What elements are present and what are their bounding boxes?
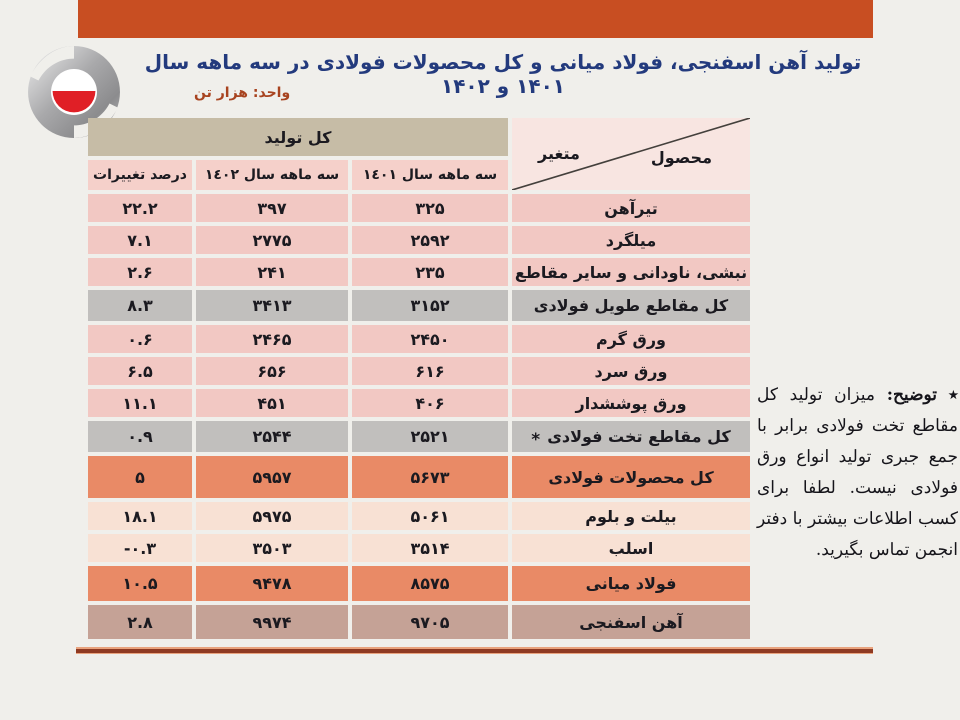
product-name: نبشی، ناودانی و سایر مقاطع xyxy=(514,262,748,282)
value-1401-cell: ۶۱۶ xyxy=(352,357,508,385)
product-cell xyxy=(512,258,750,286)
product-cell xyxy=(512,357,750,385)
table-row xyxy=(88,605,750,639)
product-name: کل مقاطع تخت فولادی xyxy=(547,427,731,446)
column-header-1402: سه ماهه سال ١٤٠٢ xyxy=(196,160,348,190)
product-cell xyxy=(512,290,750,321)
product-cell xyxy=(512,194,750,222)
value-1401-cell: ۴۰۶ xyxy=(352,389,508,417)
table-row xyxy=(88,534,750,562)
product-name: میلگرد xyxy=(605,230,657,250)
value-1402-cell: ۲۴۱ xyxy=(196,258,348,286)
top-accent-bar xyxy=(78,0,873,38)
value-1401-cell: ۵۶۷۳ xyxy=(352,456,508,498)
product-name: ورق گرم xyxy=(595,329,666,349)
table-row xyxy=(88,290,750,321)
footnote-text: میزان تولید کل مقاطع تخت فولادی برابر با جمع جبری تولید انواع ورق فولادی نیست. لطفا برای کسب اطلاعات بیشتر با دفتر انجمن تماس بگیرید. xyxy=(757,385,958,560)
product-name: ورق سرد xyxy=(594,361,668,381)
value-1401-cell: ۲۴۵۰ xyxy=(352,325,508,353)
column-header-1401: سه ماهه سال ١٤٠١ xyxy=(352,160,508,190)
product-name: اسلب xyxy=(608,538,654,558)
table-body xyxy=(88,194,750,639)
value-1401-cell: ۲۵۲۱ xyxy=(352,421,508,452)
table-row xyxy=(88,226,750,254)
bottom-divider xyxy=(76,647,873,654)
table-row xyxy=(88,325,750,353)
product-cell xyxy=(512,325,750,353)
value-1401-cell: ۲۵۹۲ xyxy=(352,226,508,254)
value-1402-cell: ۵۹۵۷ xyxy=(196,456,348,498)
value-1402-cell: ۹۴۷۸ xyxy=(196,566,348,601)
slide-title: تولید آهن اسفنجی، فولاد میانی و کل محصولات فولادی در سه ماهه سال ۱۴۰۱ و ۱۴۰۲ xyxy=(144,50,862,98)
product-cell xyxy=(512,456,750,498)
group-header-total-production: کل تولید xyxy=(88,118,508,156)
table-row xyxy=(88,194,750,222)
table-row xyxy=(88,421,750,452)
table-row xyxy=(88,258,750,286)
percent-change-cell: ۷.۱ xyxy=(88,226,192,254)
value-1401-cell: ۹۷۰۵ xyxy=(352,605,508,639)
product-cell xyxy=(512,566,750,601)
product-cell xyxy=(512,605,750,639)
product-name: آهن اسفنجی xyxy=(579,612,683,632)
value-1401-cell: ۵۰۶۱ xyxy=(352,502,508,530)
divider-shadow xyxy=(76,653,873,654)
percent-change-cell: ۱۸.۱ xyxy=(88,502,192,530)
value-1402-cell: ۲۵۴۴ xyxy=(196,421,348,452)
header-row-1 xyxy=(88,118,750,156)
product-name: ورق پوششدار xyxy=(575,393,687,413)
product-name: فولاد میانی xyxy=(585,574,677,593)
percent-change-cell: ۸.۳ xyxy=(88,290,192,321)
corner-label-variable: متغیر xyxy=(538,144,580,163)
value-1402-cell: ۲۴۶۵ xyxy=(196,325,348,353)
percent-change-cell: ۵ xyxy=(88,456,192,498)
value-1402-cell: ۴۵۱ xyxy=(196,389,348,417)
product-name: تیرآهن xyxy=(604,198,658,218)
product-name: بیلت و بلوم xyxy=(585,506,677,526)
value-1402-cell: ۲۷۷۵ xyxy=(196,226,348,254)
row-footnote-star: * xyxy=(531,429,541,450)
production-table xyxy=(84,114,754,643)
value-1401-cell: ۸۵۷۵ xyxy=(352,566,508,601)
value-1401-cell: ۲۳۵ xyxy=(352,258,508,286)
value-1402-cell: ۳۴۱۳ xyxy=(196,290,348,321)
product-cell xyxy=(512,389,750,417)
footnote-star-icon: ٭ xyxy=(948,385,958,405)
value-1402-cell: ۳۵۰۳ xyxy=(196,534,348,562)
product-cell xyxy=(512,502,750,530)
product-cell xyxy=(512,421,750,452)
percent-change-cell: ۶.۵ xyxy=(88,357,192,385)
percent-change-cell: ۰.۹ xyxy=(88,421,192,452)
table-row xyxy=(88,456,750,498)
value-1402-cell: ۶۵۶ xyxy=(196,357,348,385)
product-cell xyxy=(512,226,750,254)
footnote-label: توضیح: xyxy=(886,385,938,405)
footnote xyxy=(757,380,958,566)
value-1401-cell: ۳۲۵ xyxy=(352,194,508,222)
table-row xyxy=(88,357,750,385)
percent-change-cell: ۰.۶ xyxy=(88,325,192,353)
value-1401-cell: ۳۱۵۲ xyxy=(352,290,508,321)
percent-change-cell: ۱۰.۵ xyxy=(88,566,192,601)
product-cell xyxy=(512,534,750,562)
percent-change-cell: ۱۱.۱ xyxy=(88,389,192,417)
value-1401-cell: ۳۵۱۴ xyxy=(352,534,508,562)
corner-label-product: محصول xyxy=(650,148,712,167)
value-1402-cell: ۵۹۷۵ xyxy=(196,502,348,530)
table-row xyxy=(88,566,750,601)
table-row xyxy=(88,389,750,417)
value-1402-cell: ۹۹۷۴ xyxy=(196,605,348,639)
table-row xyxy=(88,502,750,530)
value-1402-cell: ۳۹۷ xyxy=(196,194,348,222)
percent-change-cell: ۲۲.۲ xyxy=(88,194,192,222)
product-name: کل محصولات فولادی xyxy=(548,467,714,487)
column-header-percent-change: درصد تغییرات xyxy=(88,160,192,190)
product-name: کل مقاطع طویل فولادی xyxy=(533,296,729,315)
percent-change-cell: -۰.۳ xyxy=(88,534,192,562)
unit-label: واحد: هزار تن xyxy=(194,85,291,101)
percent-change-cell: ۲.۸ xyxy=(88,605,192,639)
percent-change-cell: ۲.۶ xyxy=(88,258,192,286)
corner-cell xyxy=(512,118,750,190)
